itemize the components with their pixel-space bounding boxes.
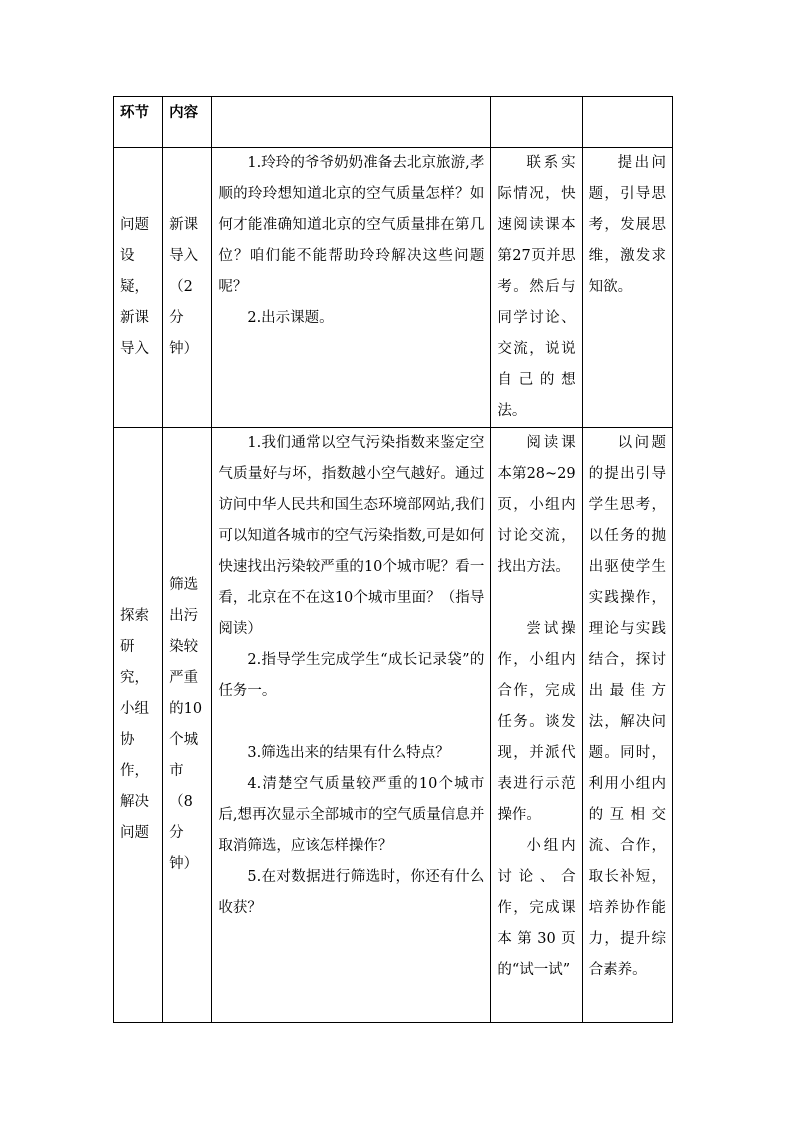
teacher-step: 1.我们通常以空气污染指数来鉴定空气质量好与坏，指数越小空气越好。通过访问中华人民共和国生态环境部网站,我们可以知道各城市的空气污染指数,可是如何快速找出污染较严重的10个城市呢？看一看，北京在不在这10个城市里面？（指导阅读）	[218, 435, 485, 637]
intent-text: 以问题的提出引导学生思考，以任务的抛出驱使学生实践操作，理论与实践结合，探讨出最佳方法，解决问题。同时，利用小组内的互相交流、合作，取长补短，培养协作能力，提升综合素养。	[588, 435, 666, 978]
content-cell: 筛选出污染较严重的10个城市（8分钟）	[163, 428, 212, 1023]
design-intent-cell	[582, 148, 672, 428]
header-intent	[582, 97, 672, 148]
spacer	[218, 707, 484, 738]
teacher-activity-cell	[212, 148, 491, 428]
teacher-step: 1.玲玲的爷爷奶奶准备去北京旅游,孝顺的玲玲想知道北京的空气质量怎样？如何才能准确知道北京的空气质量排在第几位？咱们能不能帮助玲玲解决这些问题呢？	[218, 155, 485, 295]
student-step: 联系实际情况，快速阅读课本第27页并思考。然后与同学讨论、交流，说说自己的想法。	[497, 155, 576, 419]
intent-text: 提出问题，引导思考，发展思维，激发求知欲。	[588, 155, 666, 295]
table-header-row	[114, 97, 673, 148]
teacher-step: 2.出示课题。	[247, 310, 334, 326]
student-activity-cell	[491, 428, 582, 1023]
teacher-activity-cell	[212, 428, 491, 1023]
lesson-plan-table	[113, 96, 673, 1023]
content-cell: 新课导入（2分钟）	[163, 148, 212, 428]
header-stage: 环节	[114, 97, 163, 148]
stage-cell: 探索研究，小组协作，解决问题	[114, 428, 163, 1023]
header-student	[491, 97, 582, 148]
teacher-step: 2.指导学生完成学生“成长记录袋”的任务一。	[218, 652, 485, 699]
spacer	[497, 583, 575, 614]
student-step: 尝试操作，小组内合作，完成任务。谈发现，并派代表进行示范操作。	[497, 621, 576, 823]
design-intent-cell	[582, 428, 672, 1023]
student-step: 小组内讨论、合作，完成课本第30页的“试一试”	[497, 838, 576, 978]
header-content: 内容	[163, 97, 212, 148]
stage-cell: 问题设疑，新课导入	[114, 148, 163, 428]
table-row	[114, 428, 673, 1023]
student-activity-cell	[491, 148, 582, 428]
teacher-step: 5.在对数据进行筛选时，你还有什么收获？	[218, 869, 485, 916]
teacher-step: 4.清楚空气质量较严重的10个城市后,想再次显示全部城市的空气质量信息并取消筛选，应该怎样操作？	[218, 776, 485, 854]
table-row	[114, 148, 673, 428]
student-step: 阅读课本第28~29页，小组内讨论交流，找出方法。	[497, 435, 576, 575]
teacher-step: 3.筛选出来的结果有什么特点？	[247, 745, 450, 761]
header-teacher	[212, 97, 491, 148]
